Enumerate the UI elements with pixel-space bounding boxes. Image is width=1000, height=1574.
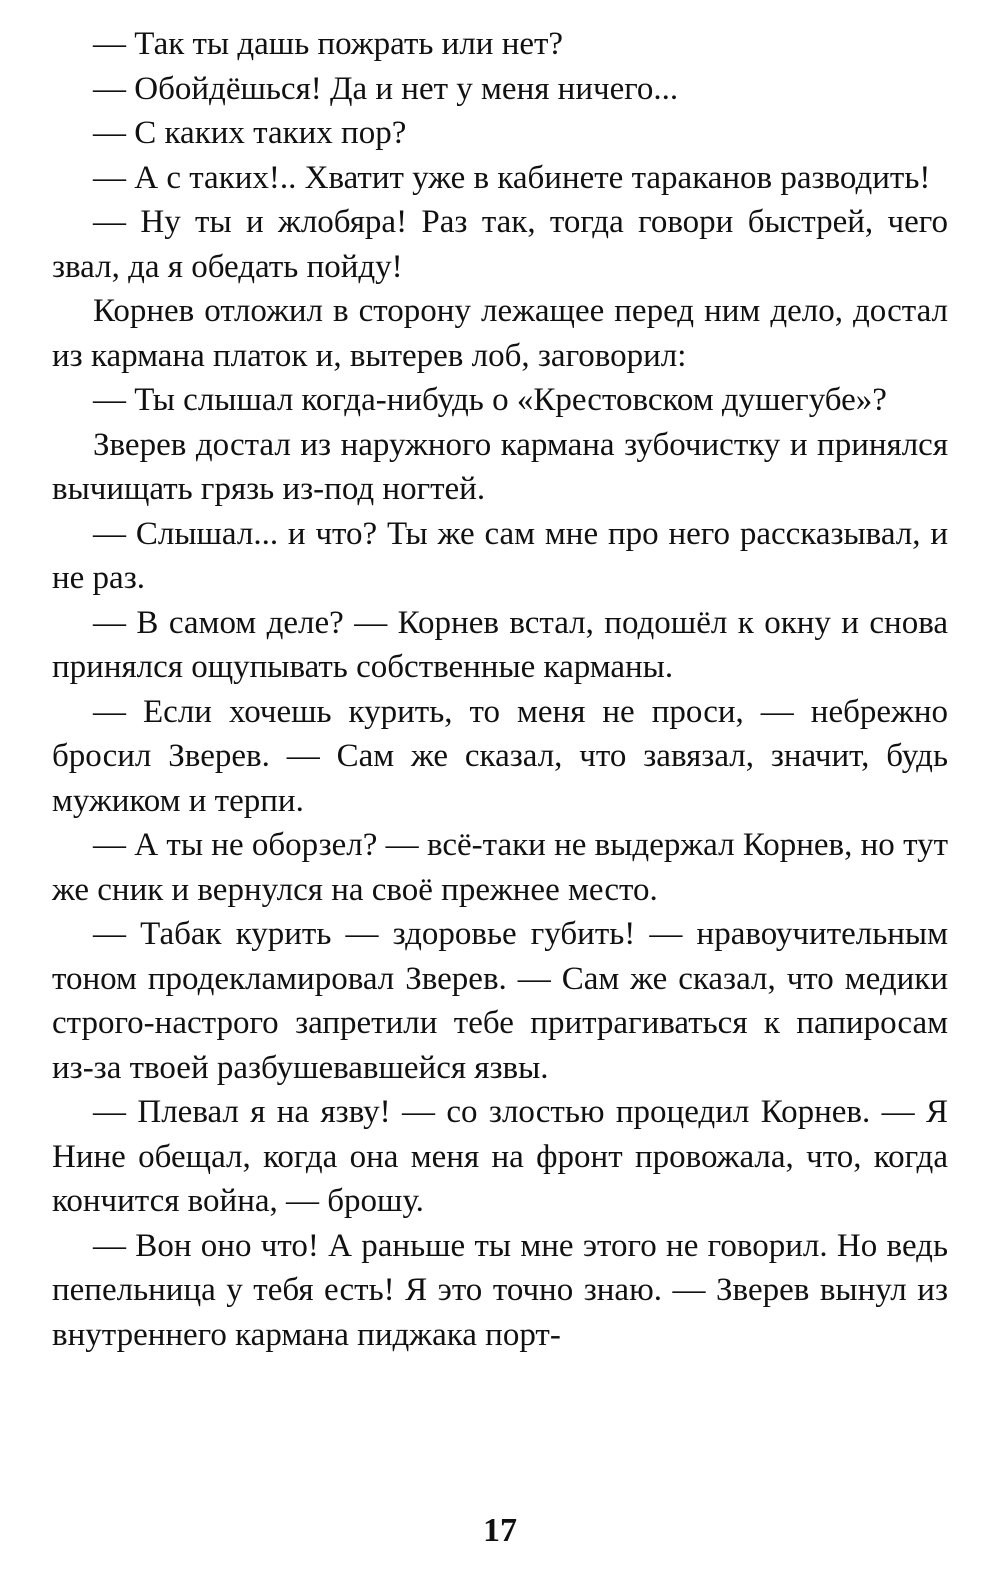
paragraph: — Ты слышал когда-нибудь о «Крестовском душегубе»? xyxy=(93,382,887,418)
paragraph: — Табак курить — здоровье губить! — нравоучительным тоном продекламировал Зверев. — Сам же сказал, что медики строго-настрого запретили тебе притрагиваться к папиросам из-за твоей разбушевавшейся язвы. xyxy=(52,916,948,1086)
paragraph: — Слышал... и что? Ты же сам мне про него рассказывал, и не раз. xyxy=(52,515,948,596)
paragraph: — Если хочешь курить, то меня не проси, — небрежно бросил Зверев. — Сам же сказал, что завязал, значит, будь мужиком и терпи. xyxy=(52,693,948,819)
page-number: 17 xyxy=(483,1512,517,1549)
paragraph: Зверев достал из наружного кармана зубочистку и принялся вычищать грязь из-под ногтей. xyxy=(52,426,948,507)
paragraph: — А ты не оборзел? — всё-таки не выдержал Корнев, но тут же сник и вернулся на своё прежнее место. xyxy=(52,827,948,908)
paragraph: — А с таких!.. Хватит уже в кабинете тараканов разводить! xyxy=(93,159,931,196)
paragraph: — В самом деле? — Корнев встал, подошёл к окну и снова принялся ощупывать собственные карманы. xyxy=(52,604,948,685)
paragraph: — Обойдёшься! Да и нет у меня ничего... xyxy=(93,70,679,107)
page-body xyxy=(52,22,948,1357)
paragraph: Корнев отложил в сторону лежащее перед ним дело, достал из кармана платок и, вытерев лоб, заговорил: xyxy=(52,293,948,374)
paragraph: — Так ты дашь пожрать или нет? xyxy=(93,26,564,62)
paragraph: — Вон оно что! А раньше ты мне этого не говорил. Но ведь пепельница у тебя есть! Я это точно знаю. — Зверев вынул из внутреннего кармана пиджака порт- xyxy=(52,1227,948,1353)
paragraph: — Ну ты и жлобяра! Раз так, тогда говори быстрей, чего звал, да я обедать пойду! xyxy=(52,204,948,285)
paragraph: — Плевал я на язву! — со злостью процедил Корнев. — Я Нине обещал, когда она меня на фронт провожала, что, когда кончится война, — брошу. xyxy=(52,1094,948,1219)
paragraph: — С каких таких пор? xyxy=(93,115,407,151)
